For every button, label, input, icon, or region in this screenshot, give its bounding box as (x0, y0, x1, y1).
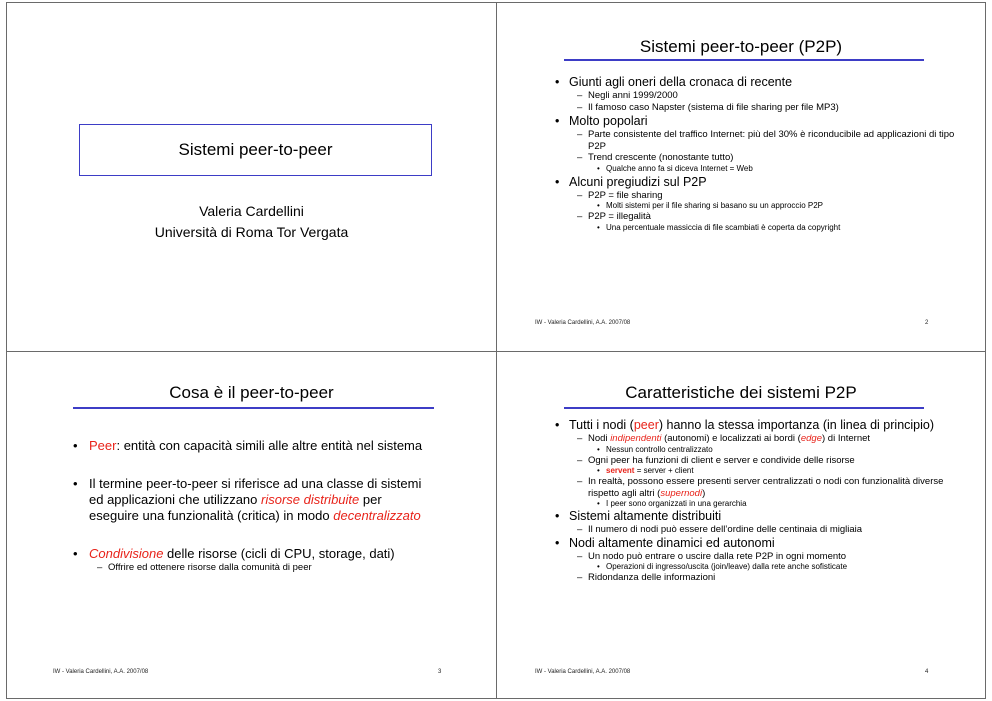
sub-bullet-item: – Negli anni 1999/2000 (577, 90, 955, 102)
sub-bullet-item: – P2P = illegalità (577, 211, 955, 223)
sub-sub-bullet-item: • Nessun controllo centralizzato (597, 445, 955, 455)
sub-bullet-item: – Trend crescente (nonostante tutto) (577, 152, 955, 164)
slide-4-content (555, 418, 955, 584)
sub-sub-bullet-item: • Operazioni di ingresso/uscita (join/leave) dalla rete anche sofisticate (597, 562, 955, 572)
slide-2 (497, 3, 985, 351)
highlight-term: indipendenti (610, 433, 662, 444)
slide-3-title-rule (73, 407, 434, 409)
sub-bullet-item: – Offrire ed ottenere risorse dalla comunità di peer (97, 562, 423, 574)
sub-bullet-item: – Parte consistente del traffico Internet: più del 30% è riconducibile ad applicazioni di tipo P2P (577, 129, 955, 152)
slide-2-footer: IW - Valeria Cardellini, A.A. 2007/08 (535, 320, 631, 326)
highlight-term: Peer (89, 438, 117, 453)
highlight-term: servent (606, 466, 635, 475)
slide-3-footer: IW - Valeria Cardellini, A.A. 2007/08 (53, 669, 149, 675)
slide-2-page-number: 2 (925, 320, 929, 326)
slide-4-footer: IW - Valeria Cardellini, A.A. 2007/08 (535, 669, 631, 675)
slide-3 (7, 352, 496, 698)
bullet-item (73, 546, 423, 562)
bullet-text: ) di Internet (821, 433, 871, 444)
bullet-item (73, 438, 423, 454)
bullet-item (555, 418, 955, 433)
slide-3-title: Cosa è il peer-to-peer (169, 383, 334, 402)
bullet-text: (autonomi) e localizzati ai bordi ( (661, 433, 801, 444)
bullet-text: ) (702, 487, 706, 499)
slide-3-page-number: 3 (438, 669, 442, 675)
author-affiliation: Università di Roma Tor Vergata (154, 224, 349, 240)
bullet-text: delle risorse (cicli di CPU, storage, dati) (163, 546, 395, 561)
sub-sub-bullet-item: • Molti sistemi per il file sharing si basano su un approccio P2P (597, 201, 955, 211)
highlight-term: peer (633, 418, 659, 432)
highlight-term: supernodi (660, 487, 703, 499)
sub-bullet-item: – Un nodo può entrare o uscire dalla rete P2P in ogni momento (577, 551, 955, 563)
bullet-item: • Molto popolari (555, 114, 955, 129)
sub-bullet-item: – Ogni peer ha funzioni di client e server e condivide delle risorse (577, 455, 955, 467)
slide-4-title-rule (564, 407, 924, 409)
bullet-text: per eseguire una funzionalità (critica) in modo (89, 492, 382, 523)
sub-bullet-item (577, 476, 955, 499)
bullet-item: • Sistemi altamente distribuiti (555, 509, 955, 524)
bullet-text: Nodi (588, 433, 611, 444)
bullet-item (73, 476, 423, 524)
highlight-term: edge (800, 433, 822, 444)
slide-1-title: Sistemi peer-to-peer (178, 140, 333, 159)
bullet-item: • Alcuni pregiudizi sul P2P (555, 175, 955, 190)
slide-4-title: Caratteristiche dei sistemi P2P (625, 383, 857, 402)
bullet-text: : entità con capacità simili alle altre entità nel sistema (116, 438, 423, 453)
bullet-text: Tutti i nodi ( (569, 418, 634, 432)
sub-bullet-item: – Il famoso caso Napster (sistema di file sharing per file MP3) (577, 102, 955, 114)
sub-bullet-item: – Il numero di nodi può essere dell’ordine delle centinaia di migliaia (577, 524, 955, 536)
bullet-text: ) hanno la stessa importanza (in linea di principio) (658, 418, 935, 432)
bullet-item: • Nodi altamente dinamici ed autonomi (555, 536, 955, 551)
slide-1 (7, 3, 496, 351)
slide-2-content (555, 74, 955, 233)
slide-1-title-box (79, 124, 432, 176)
slide-1-author-block (7, 201, 496, 243)
sub-sub-bullet-item: • I peer sono organizzati in una gerarchia (597, 499, 955, 509)
sub-sub-bullet-item (597, 466, 955, 476)
sub-bullet-item: – P2P = file sharing (577, 190, 955, 202)
slide-4 (497, 352, 985, 698)
sub-sub-bullet-item: • Una percentuale massiccia di file scambiati è coperta da copyright (597, 223, 955, 233)
author-name: Valeria Cardellini (199, 203, 304, 219)
slide-4-page-number: 4 (925, 669, 929, 675)
bullet-item: • Giunti agli oneri della cronaca di recente (555, 75, 955, 90)
sub-bullet-item (577, 433, 955, 445)
sub-bullet-item: – Ridondanza delle informazioni (577, 572, 955, 584)
bullet-text: = server + client (634, 466, 694, 475)
slide-2-title-rule (564, 59, 924, 61)
bullet-text: Il termine peer-to-peer si riferisce ad una classe di sistemi ed applicazioni che utilizzano (89, 476, 422, 507)
highlight-term: risorse distribuite (261, 492, 360, 507)
slide-3-content (73, 438, 423, 574)
highlight-term: decentralizzato (333, 508, 421, 523)
sub-sub-bullet-item: • Qualche anno fa si diceva Internet = Web (597, 164, 955, 174)
bullet-text: In realtà, possono essere presenti server centralizzati o nodi con funzionalità diverse rispetto agli altri ( (588, 476, 944, 499)
highlight-term: Condivisione (89, 546, 164, 561)
slide-2-title: Sistemi peer-to-peer (P2P) (639, 37, 843, 56)
